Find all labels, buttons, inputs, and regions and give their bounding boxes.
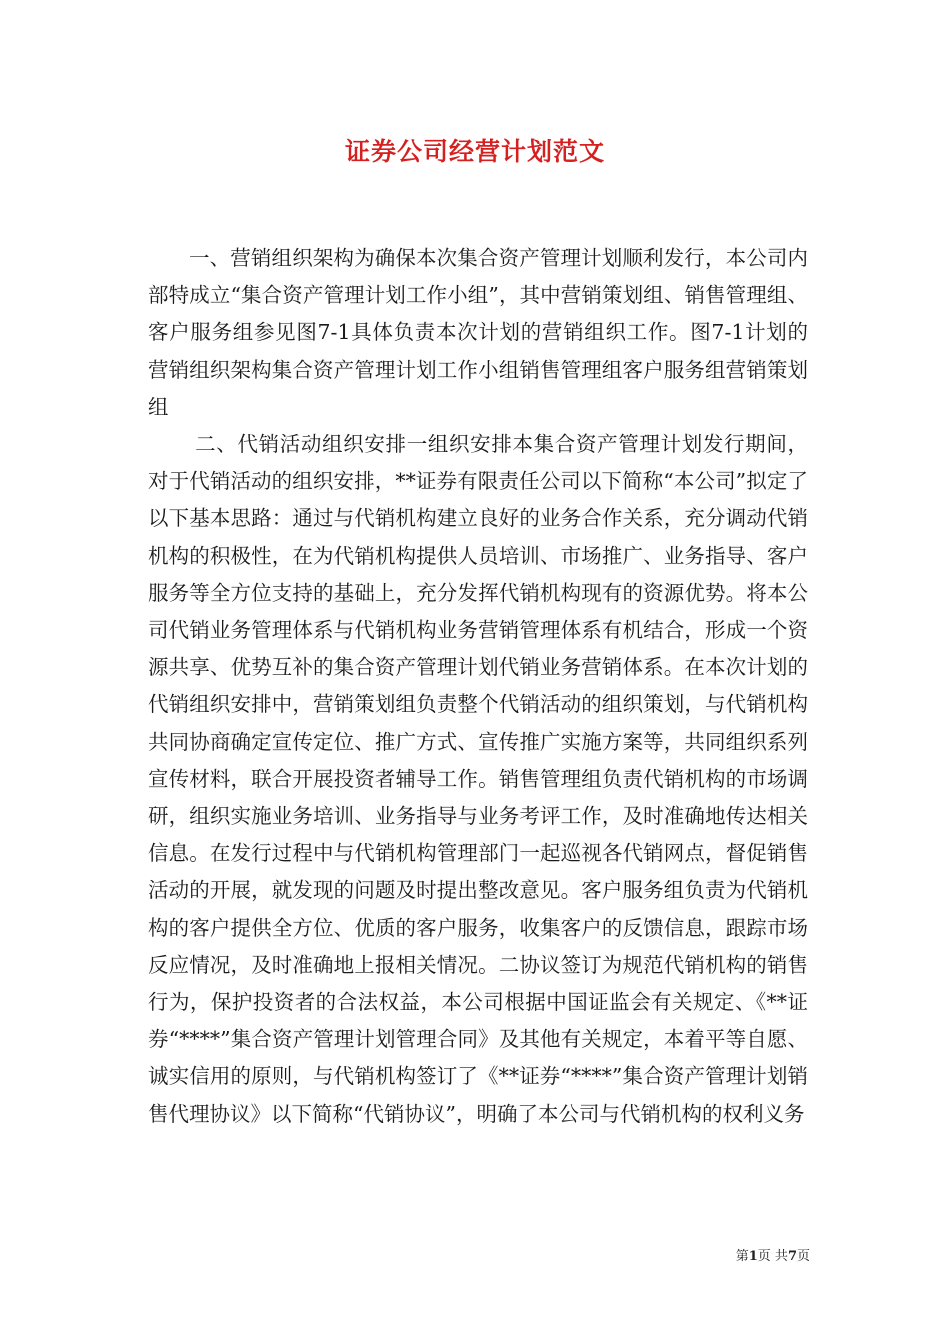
current-page-number: 1 <box>748 1249 758 1264</box>
page-number-footer <box>700 1248 810 1266</box>
paragraph-marketing-organization: 一、营销组织架构为确保本次集合资产管理计划顺利发行，本公司内部特成立“集合资产管理计划工作小组”，其中营销策划组、销售管理组、客户服务组参见图7-1具体负责本次计划的营销组织工作。图7-1计划的营销组织架构集合资产管理计划工作小组销售管理组客户服务组营销策划组 <box>148 246 808 419</box>
footer-prefix: 第 <box>735 1249 749 1264</box>
paragraph-distribution-arrangement: 二、代销活动组织安排一组织安排本集合资产管理计划发行期间，对于代销活动的组织安排，**证券有限责任公司以下简称“本公司”拟定了以下基本思路：通过与代销机构建立良好的业务合作关系，充分调动代销机构的积极性，在为代销机构提供人员培训、市场推广、业务指导、客户服务等全方位支持的基础上，充分发挥代销机构现有的资源优势。将本公司代销业务管理体系与代销机构业务营销管理体系有机结合，形成一个资源共享、优势互补的集合资产管理计划代销业务营销体系。在本次计划的代销组织安排中，营销策划组负责整个代销活动的组织策划，与代销机构共同协商确定宣传定位、推广方式、宣传推广实施方案等，共同组织系列宣传材料，联合开展投资者辅导工作。销售管理组负责代销机构的市场调研，组织实施业务培训、业务指导与业务考评工作，及时准确地传达相关信息。在发行过程中与代销机构管理部门一起巡视各代销网点，督促销售活动的开展，就发现的问题及时提出整改意见。客户服务组负责为代销机构的客户提供全方位、优质的客户服务，收集客户的反馈信息，跟踪市场反应情况，及时准确地上报相关情况。二协议签订为规范代销机构的销售行为，保护投资者的合法权益，本公司根据中国证监会有关规定、《**证券“****”集合资产管理计划管理合同》及其他有关规定，本着平等自愿、诚实信用的原则，与代销机构签订了《**证券“****”集合资产管理计划销售代理协议》以下简称“代销协议”，明确了本公司与代销机构的权利义务 <box>148 432 808 1126</box>
document-title: 证券公司经营计划范文 <box>344 137 605 166</box>
document-body <box>148 240 808 1133</box>
footer-middle: 页 共 <box>757 1249 788 1264</box>
total-page-count: 7 <box>787 1249 797 1264</box>
footer-suffix: 页 <box>796 1249 810 1264</box>
